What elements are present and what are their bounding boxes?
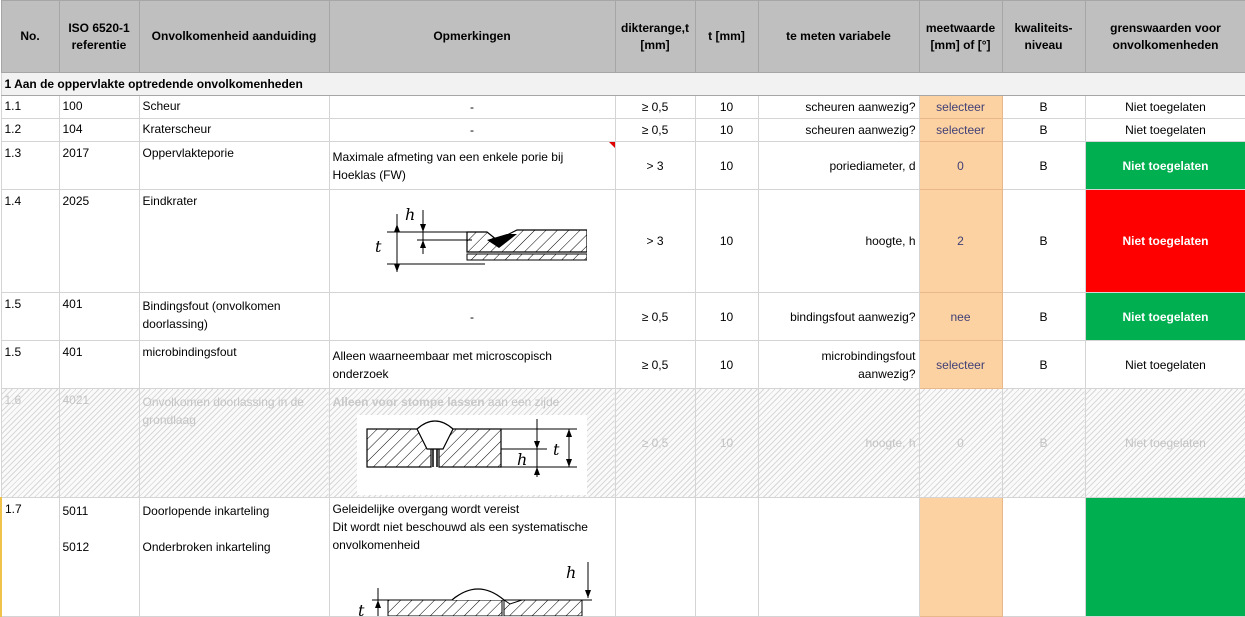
- meetwaarde-select[interactable]: selecteer: [919, 119, 1002, 142]
- cell-remark[interactable]: -: [329, 96, 615, 119]
- svg-text:h: h: [405, 205, 416, 224]
- cell-t[interactable]: [695, 498, 758, 617]
- meetwaarde-select[interactable]: selecteer: [919, 341, 1002, 389]
- remark-text: Alleen voor stompe lassen aan een zijde: [332, 395, 560, 409]
- col-header-name[interactable]: Onvolkomenheid aanduiding: [139, 1, 329, 73]
- cell-remark[interactable]: Geleidelijke overgang wordt vereist Dit wordt niet beschouwd als een systematische onvolkomenheid h t: [329, 498, 615, 617]
- cell-range[interactable]: ≥ 0,5: [615, 293, 695, 341]
- col-header-grenswaarden[interactable]: grenswaarden voor onvolkomenheden: [1085, 1, 1245, 73]
- cell-grenswaarde[interactable]: Niet toegelaten: [1085, 96, 1245, 119]
- cell-grenswaarde[interactable]: [1085, 498, 1245, 617]
- cell-t[interactable]: 10: [695, 341, 758, 389]
- cell-kwaliteit[interactable]: B: [1002, 119, 1085, 142]
- svg-text:t: t: [375, 237, 382, 256]
- cell-grenswaarde[interactable]: Niet toegelaten: [1085, 389, 1245, 498]
- cell-ref[interactable]: 401: [59, 341, 139, 389]
- table-row-disabled: [1, 389, 1245, 498]
- cell-no[interactable]: 1.6: [1, 389, 59, 498]
- meetwaarde-select[interactable]: selecteer: [919, 96, 1002, 119]
- cell-ref[interactable]: 401: [59, 293, 139, 341]
- cell-ref[interactable]: 4021: [59, 389, 139, 498]
- cell-variable[interactable]: microbindingsfout aanwezig?: [758, 341, 919, 389]
- section-title[interactable]: 1 Aan de oppervlakte optredende onvolkomenheden: [1, 73, 1245, 96]
- cell-variable[interactable]: bindingsfout aanwezig?: [758, 293, 919, 341]
- meetwaarde-input[interactable]: 0: [919, 142, 1002, 190]
- cell-t[interactable]: 10: [695, 389, 758, 498]
- meetwaarde-input[interactable]: 2: [919, 190, 1002, 293]
- header-row: [1, 1, 1245, 73]
- cell-remark[interactable]: -: [329, 293, 615, 341]
- cell-name[interactable]: Bindingsfout (onvolkomen doorlassing): [139, 293, 329, 341]
- cell-kwaliteit[interactable]: B: [1002, 142, 1085, 190]
- cell-no[interactable]: 1.7: [1, 498, 59, 617]
- svg-text:t: t: [553, 440, 560, 459]
- table-row: [1, 498, 1245, 617]
- cell-ref[interactable]: 2017: [59, 142, 139, 190]
- cell-range[interactable]: [615, 498, 695, 617]
- meetwaarde-input[interactable]: [919, 498, 1002, 617]
- cell-name[interactable]: Onvolkomen doorlassing in de grondlaag: [139, 389, 329, 498]
- col-header-t[interactable]: t [mm]: [695, 1, 758, 73]
- svg-text:t: t: [358, 601, 365, 616]
- cell-grenswaarde[interactable]: Niet toegelaten: [1085, 119, 1245, 142]
- cell-t[interactable]: 10: [695, 96, 758, 119]
- cell-kwaliteit[interactable]: B: [1002, 190, 1085, 293]
- cell-kwaliteit[interactable]: B: [1002, 96, 1085, 119]
- cell-no[interactable]: 1.1: [1, 96, 59, 119]
- cell-remark[interactable]: Maximale afmeting van een enkele porie bij Hoeklas (FW): [329, 142, 615, 190]
- cell-ref[interactable]: 2025: [59, 190, 139, 293]
- cell-t[interactable]: 10: [695, 142, 758, 190]
- cell-no[interactable]: 1.4: [1, 190, 59, 293]
- svg-text:h: h: [517, 450, 528, 469]
- col-header-remarks[interactable]: Opmerkingen: [329, 1, 615, 73]
- table-row: [1, 293, 1245, 341]
- col-header-kwaliteit[interactable]: kwaliteits- niveau: [1002, 1, 1085, 73]
- table-row: [1, 119, 1245, 142]
- cell-remark[interactable]: -: [329, 119, 615, 142]
- cell-kwaliteit[interactable]: B: [1002, 389, 1085, 498]
- cell-ref[interactable]: 100: [59, 96, 139, 119]
- section-row: [1, 73, 1245, 96]
- col-header-variable[interactable]: te meten variabele: [758, 1, 919, 73]
- table-row: [1, 341, 1245, 389]
- cell-remark[interactable]: [329, 190, 615, 293]
- table-row: [1, 96, 1245, 119]
- cell-name[interactable]: Doorlopende inkarteling Onderbroken inkarteling: [139, 498, 329, 617]
- cell-grenswaarde[interactable]: Niet toegelaten: [1085, 341, 1245, 389]
- cell-variable[interactable]: scheuren aanwezig?: [758, 96, 919, 119]
- svg-text:h: h: [566, 563, 577, 582]
- cell-range[interactable]: ≥ 0,5: [615, 119, 695, 142]
- comment-indicator-icon[interactable]: [609, 142, 615, 148]
- cell-grenswaarde[interactable]: Niet toegelaten: [1085, 293, 1245, 341]
- cell-remark[interactable]: Alleen waarneembaar met microscopisch onderzoek: [329, 341, 615, 389]
- cell-ref[interactable]: 5011 5012: [59, 498, 139, 617]
- cell-no[interactable]: 1.3: [1, 142, 59, 190]
- cell-no[interactable]: 1.5: [1, 341, 59, 389]
- cell-variable[interactable]: [758, 498, 919, 617]
- table-row: [1, 190, 1245, 293]
- end-crater-figure: [357, 204, 587, 282]
- cell-no[interactable]: 1.5: [1, 293, 59, 341]
- cell-grenswaarde[interactable]: Niet toegelaten: [1085, 142, 1245, 190]
- cell-kwaliteit[interactable]: [1002, 498, 1085, 617]
- cell-remark[interactable]: [329, 389, 615, 498]
- root-penetration-figure: [357, 415, 587, 495]
- cell-name[interactable]: Eindkrater: [139, 190, 329, 293]
- cell-range[interactable]: ≥ 0,5: [615, 96, 695, 119]
- cell-name[interactable]: Kraterscheur: [139, 119, 329, 142]
- cell-variable[interactable]: scheuren aanwezig?: [758, 119, 919, 142]
- cell-no[interactable]: 1.2: [1, 119, 59, 142]
- cell-range[interactable]: ≥ 0,5: [615, 389, 695, 498]
- cell-t[interactable]: 10: [695, 190, 758, 293]
- cell-kwaliteit[interactable]: B: [1002, 293, 1085, 341]
- cell-name[interactable]: microbindingsfout: [139, 341, 329, 389]
- cell-grenswaarde[interactable]: Niet toegelaten: [1085, 190, 1245, 293]
- cell-variable[interactable]: hoogte, h: [758, 190, 919, 293]
- cell-kwaliteit[interactable]: B: [1002, 341, 1085, 389]
- cell-range[interactable]: > 3: [615, 142, 695, 190]
- col-header-range[interactable]: dikterange,t [mm]: [615, 1, 695, 73]
- cell-name[interactable]: Scheur: [139, 96, 329, 119]
- cell-t[interactable]: 10: [695, 293, 758, 341]
- col-header-no[interactable]: No.: [1, 1, 59, 73]
- cell-ref[interactable]: 104: [59, 119, 139, 142]
- col-header-meetwaarde[interactable]: meetwaarde [mm] of [°]: [919, 1, 1002, 73]
- meetwaarde-input-disabled[interactable]: 0: [919, 389, 1002, 498]
- cell-variable[interactable]: hoogte, h: [758, 389, 919, 498]
- cell-t[interactable]: 10: [695, 119, 758, 142]
- cell-range[interactable]: ≥ 0,5: [615, 341, 695, 389]
- meetwaarde-select[interactable]: nee: [919, 293, 1002, 341]
- undercut-figure: [352, 558, 592, 616]
- cell-range[interactable]: > 3: [615, 190, 695, 293]
- col-header-iso[interactable]: ISO 6520-1 referentie: [59, 1, 139, 73]
- cell-variable[interactable]: poriediameter, d: [758, 142, 919, 190]
- cell-name[interactable]: Oppervlakteporie: [139, 142, 329, 190]
- table-row: [1, 142, 1245, 190]
